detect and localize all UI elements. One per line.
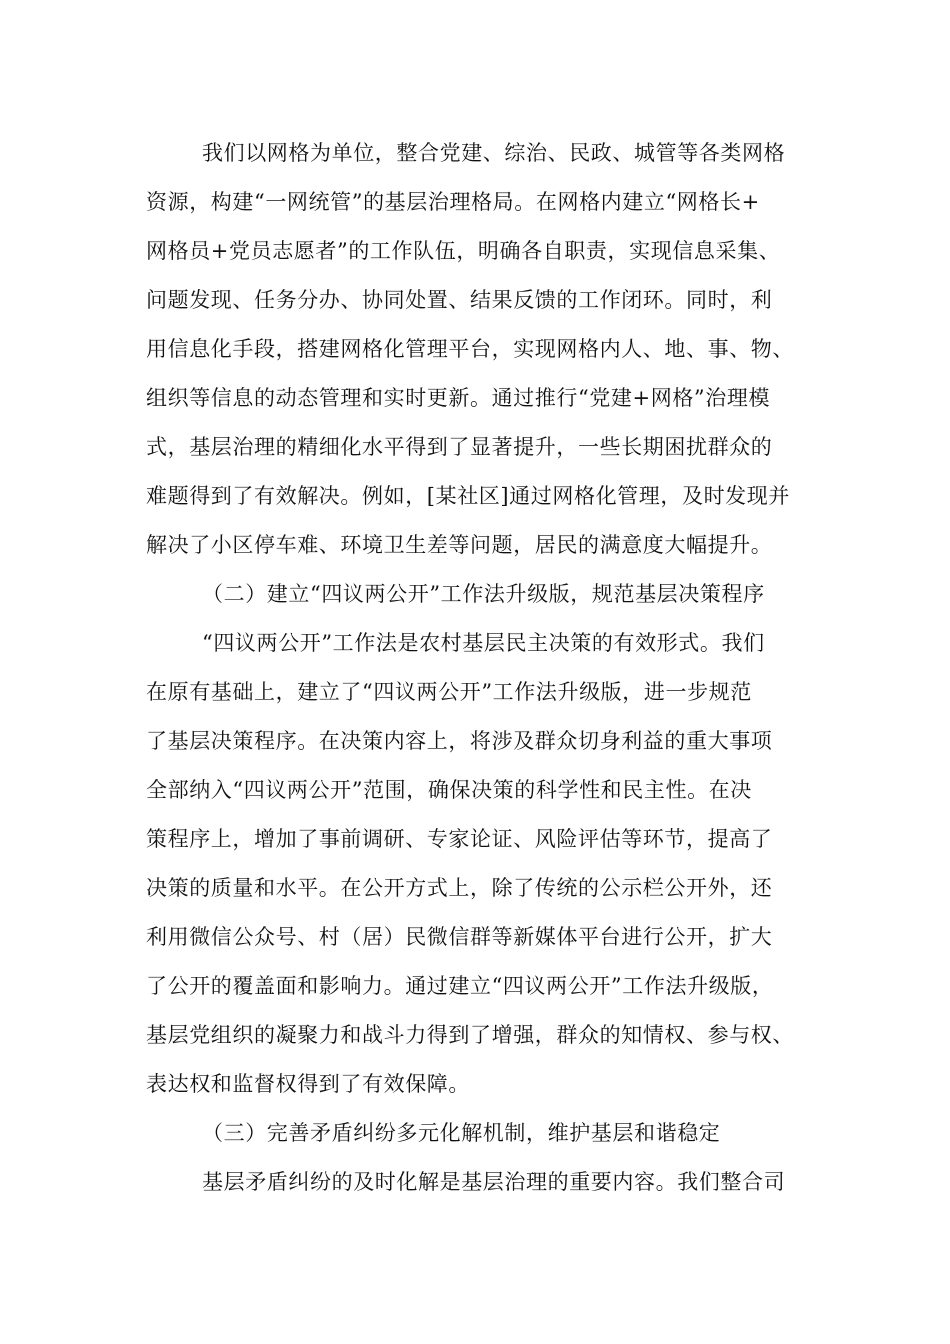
- paragraph-1-line-9: 解决了小区停车难、环境卫生差等问题，居民的满意度大幅提升。: [146, 533, 773, 557]
- paragraph-1-line-2: 资源，构建“一网统管”的基层治理格局。在网格内建立“网格长+: [146, 190, 760, 214]
- paragraph-2-line-6: 决策的质量和水平。在公开方式上，除了传统的公示栏公开外，还: [146, 876, 773, 900]
- paragraph-2-line-1: “四议两公开”工作法是农村基层民主决策的有效形式。我们: [202, 631, 765, 655]
- paragraph-1-line-8: 难题得到了有效解决。例如，[某社区]通过网格化管理，及时发现并: [146, 484, 790, 508]
- paragraph-2-line-4: 全部纳入“四议两公开”范围，确保决策的科学性和民主性。在决: [146, 778, 752, 802]
- paragraph-2-line-9: 基层党组织的凝聚力和战斗力得到了增强，群众的知情权、参与权、: [146, 1023, 794, 1047]
- paragraph-1-line-6: 组织等信息的动态管理和实时更新。通过推行“党建+网格”治理模: [146, 386, 771, 410]
- section-heading-2: （二）建立“四议两公开”工作法升级版，规范基层决策程序: [202, 582, 765, 606]
- paragraph-2-line-7: 利用微信公众号、村（居）民微信群等新媒体平台进行公开，扩大: [146, 925, 773, 949]
- paragraph-1-line-1: 我们以网格为单位，整合党建、综治、民政、城管等各类网格: [202, 141, 786, 165]
- paragraph-2-line-3: 了基层决策程序。在决策内容上，将涉及群众切身利益的重大事项: [146, 729, 773, 753]
- paragraph-1-line-7: 式，基层治理的精细化水平得到了显著提升，一些长期困扰群众的: [146, 435, 773, 459]
- paragraph-2-line-8: 了公开的覆盖面和影响力。通过建立“四议两公开”工作法升级版，: [146, 974, 774, 998]
- paragraph-1-line-4: 问题发现、任务分办、协同处置、结果反馈的工作闭环。同时，利: [146, 288, 773, 312]
- paragraph-1-line-3: 网格员+党员志愿者”的工作队伍，明确各自职责，实现信息采集、: [146, 239, 781, 263]
- paragraph-1-line-5: 用信息化手段，搭建网格化管理平台，实现网格内人、地、事、物、: [146, 337, 794, 361]
- section-heading-3: （三）完善矛盾纠纷多元化解机制，维护基层和谐稳定: [202, 1121, 721, 1145]
- paragraph-2-line-5: 策程序上，增加了事前调研、专家论证、风险评估等环节，提高了: [146, 827, 773, 851]
- paragraph-2-line-10: 表达权和监督权得到了有效保障。: [146, 1072, 470, 1096]
- paragraph-3-line-1: 基层矛盾纠纷的及时化解是基层治理的重要内容。我们整合司: [202, 1170, 786, 1194]
- paragraph-2-line-2: 在原有基础上，建立了“四议两公开”工作法升级版，进一步规范: [146, 680, 752, 704]
